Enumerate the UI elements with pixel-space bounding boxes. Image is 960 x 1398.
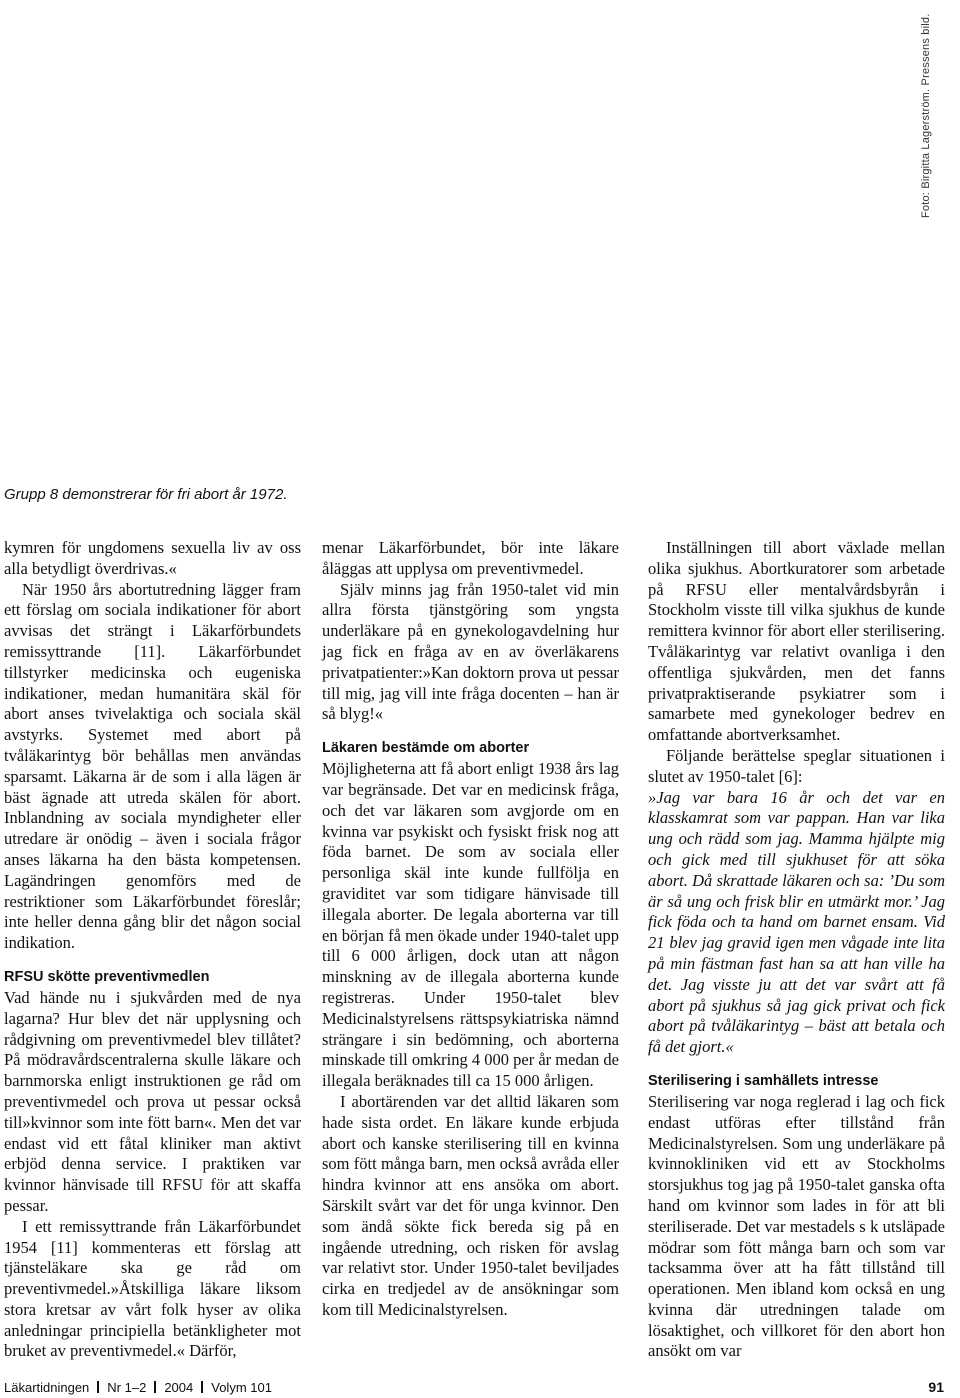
paragraph: Sterilisering var noga reglerad i lag och fick endast utföras efter tillstånd från Medicinalstyrelsen. Som ung underläkare på kvinnokliniken vid ett av Stockholms storsjukhus tog jag på 1950-talet ganska ofta hand om kvinnor som lades in för att bli steriliserade. Det var mestadels s k utsläpade mödrar som fött många barn och som var tacksamma över att ha fått tillstånd till operationen. Men ibland kom också en ung kvinna där utredningen talade om lösaktighet, och villkoret för den abort hon ansökt om var <box>648 1091 945 1361</box>
page-footer <box>4 1378 944 1396</box>
issue-number: Nr 1–2 <box>107 1379 147 1395</box>
photo-credit: Foto: Birgitta Lagerström. Pressens bild. <box>920 13 932 218</box>
text-column-2 <box>322 538 619 1321</box>
volume: Volym 101 <box>211 1379 272 1395</box>
paragraph: Vad hände nu i sjukvården med de nya lagarna? Hur blev det när upplysning och rådgivning om preventivmedel blev tillåtet? På mödravårdscentralerna skulle läkare och barnmorska enligt instruktionen ge råd om preventivmedel och prova ut pessar också till»kvinnor som inte fött barn«. Men det var endast vid ett fåtal kliniker man aktivt erbjöd denna service. I praktiken var kvinnor hänvisade till RFSU för att skaffa pessar. <box>4 987 301 1215</box>
section-heading: RFSU skötte preventivmedlen <box>4 968 210 985</box>
page-number: 91 <box>928 1379 944 1395</box>
paragraph: I ett remissyttrande från Läkarförbundet 1954 [11] kommenteras ett förslag att tjänsteläkare ska ge råd om preventivmedel.»Åtskilliga läkare liksom stora kretsar av vårt folk hyser av olika anledningar principiella betänkligheter mot bruket av preventivmedel.« Därför, <box>4 1216 301 1361</box>
text-column-1 <box>4 538 301 1362</box>
paragraph: Själv minns jag från 1950-talet vid min allra första tjänstgöring som yngsta underläkare på en gynekologavdelning hur jag fick en fråga av en av överläkarens privatpatienter:»Kan doktorn prova ut pessar till mig, jag vill inte fråga docenten – han är så blyg!« <box>322 579 619 724</box>
paragraph: Följande berättelse speglar situationen i slutet av 1950-talet [6]: <box>648 745 945 786</box>
section-heading: Sterilisering i samhällets intresse <box>648 1072 879 1089</box>
issue-year: 2004 <box>164 1379 194 1395</box>
paragraph: Inställningen till abort växlade mellan olika sjukhus. Abortkuratorer som arbetade på RFSU eller mentalvårdsbyrån i Stockholm visste till vilka sjukhus de kunde remittera kvinnor för abort eller sterilisering. Tvåläkarintyg var relativt ovanliga i den offentliga sjukvården, men det fanns privatpraktiserande psykiatrer som i samarbete med gynekologer bedrev en omfattande abortverksamhet. <box>648 538 945 745</box>
photo-caption: Grupp 8 demonstrerar för fri abort år 1972. <box>4 486 288 503</box>
section-heading: Läkaren bestämde om aborter <box>322 740 530 757</box>
paragraph: kymren för ungdomens sexuella liv av oss alla betydligt överdrivas.« <box>4 538 301 578</box>
divider <box>97 1381 99 1393</box>
paragraph: I abortärenden var det alltid läkaren som hade sista ordet. En läkare kunde erbjuda abort och kanske sterilisering till en kvinna som fött många barn, men också avråda eller hindra kvinnor att ens ansöka om abort. Särskilt svårt var det för unga kvinnor. Den som ändå sökte fick bereda sig på en ingående utredning, och risken för avslag var relativt stor. Under 1950-talet beviljades cirka en tredjedel av de ansökningar som kom till Medicinalstyrelsen. <box>322 1091 619 1319</box>
text-column-3 <box>648 538 945 1362</box>
divider <box>154 1381 156 1393</box>
paragraph: menar Läkarförbundet, bör inte läkare åläggas att upplysa om preventivmedel. <box>322 538 619 578</box>
paragraph: Möjligheterna att få abort enligt 1938 års lag var begränsade. Det var en medicinsk fråga, och det var läkaren som avgjorde om en kvinna var psykiskt och fysiskt frisk nog att föda barnet. De som av sociala eller personliga skäl inte kunde fullfölja en graviditet var som tidigare hänvisade till illegala aborter. De legala aborterna var till en början få men ökade under 1940-talet upp till 6 000 årligen, dock utan att någon minskning av de illegala aborterna kunde registreras. Under 1950-talet blev Medicinalstyrelsens rättspsykiatriska nämnd strängare i sin bedömning, och aborterna minskade till omkring 4 000 per år medan de illegala beräknades till ca 15 000 årligen. <box>322 759 619 1091</box>
paragraph: När 1950 års abortutredning lägger fram ett förslag om sociala indikationer för abort avvisas det strängt i Läkarförbundets remissyttrande [11]. Läkarförbundet tillstyrker medicinska och eugeniska indikationer, medan humanitära skäl för abort anses tvivelaktiga och sociala skäl avstyrks. Systemet med abort på tvåläkarintyg bör behållas men användas sparsamt. Läkarna är de som i alla lägen är bäst ägnade att utreda skälen för abort. Inblandning av sociala myndigheter eller utredare är onödig – även i sociala frågor anses läkarna ha den bästa kompetensen. Lagändringen genomförs med de restriktioner som Läkarförbundet föreslår; inte heller denna gång blir det någon social indikation. <box>4 579 301 953</box>
quote-paragraph: »Jag var bara 16 år och det var en klasskamrat som var pappan. Han var lika ung och rädd som jag. Mamma hjälpte mig och gick med till sjukhuset för att söka abort. Då skrattade läkaren och sa: ’Du som är så ung och frisk blir en utmärkt mor.’ Jag fick föda och ta hand om barnet ensam. Vid 21 blev jag gravid igen men vågade inte lita på min fästman fast han sa att han ville ha det. Jag visste ju att det var svårt att få abort på sjukhus så jag gick privat och fick abort på tvåläkarintyg – bäst att betala och få det gjort.« <box>648 787 945 1057</box>
journal-name: Läkartidningen <box>4 1379 90 1395</box>
divider <box>201 1381 203 1393</box>
